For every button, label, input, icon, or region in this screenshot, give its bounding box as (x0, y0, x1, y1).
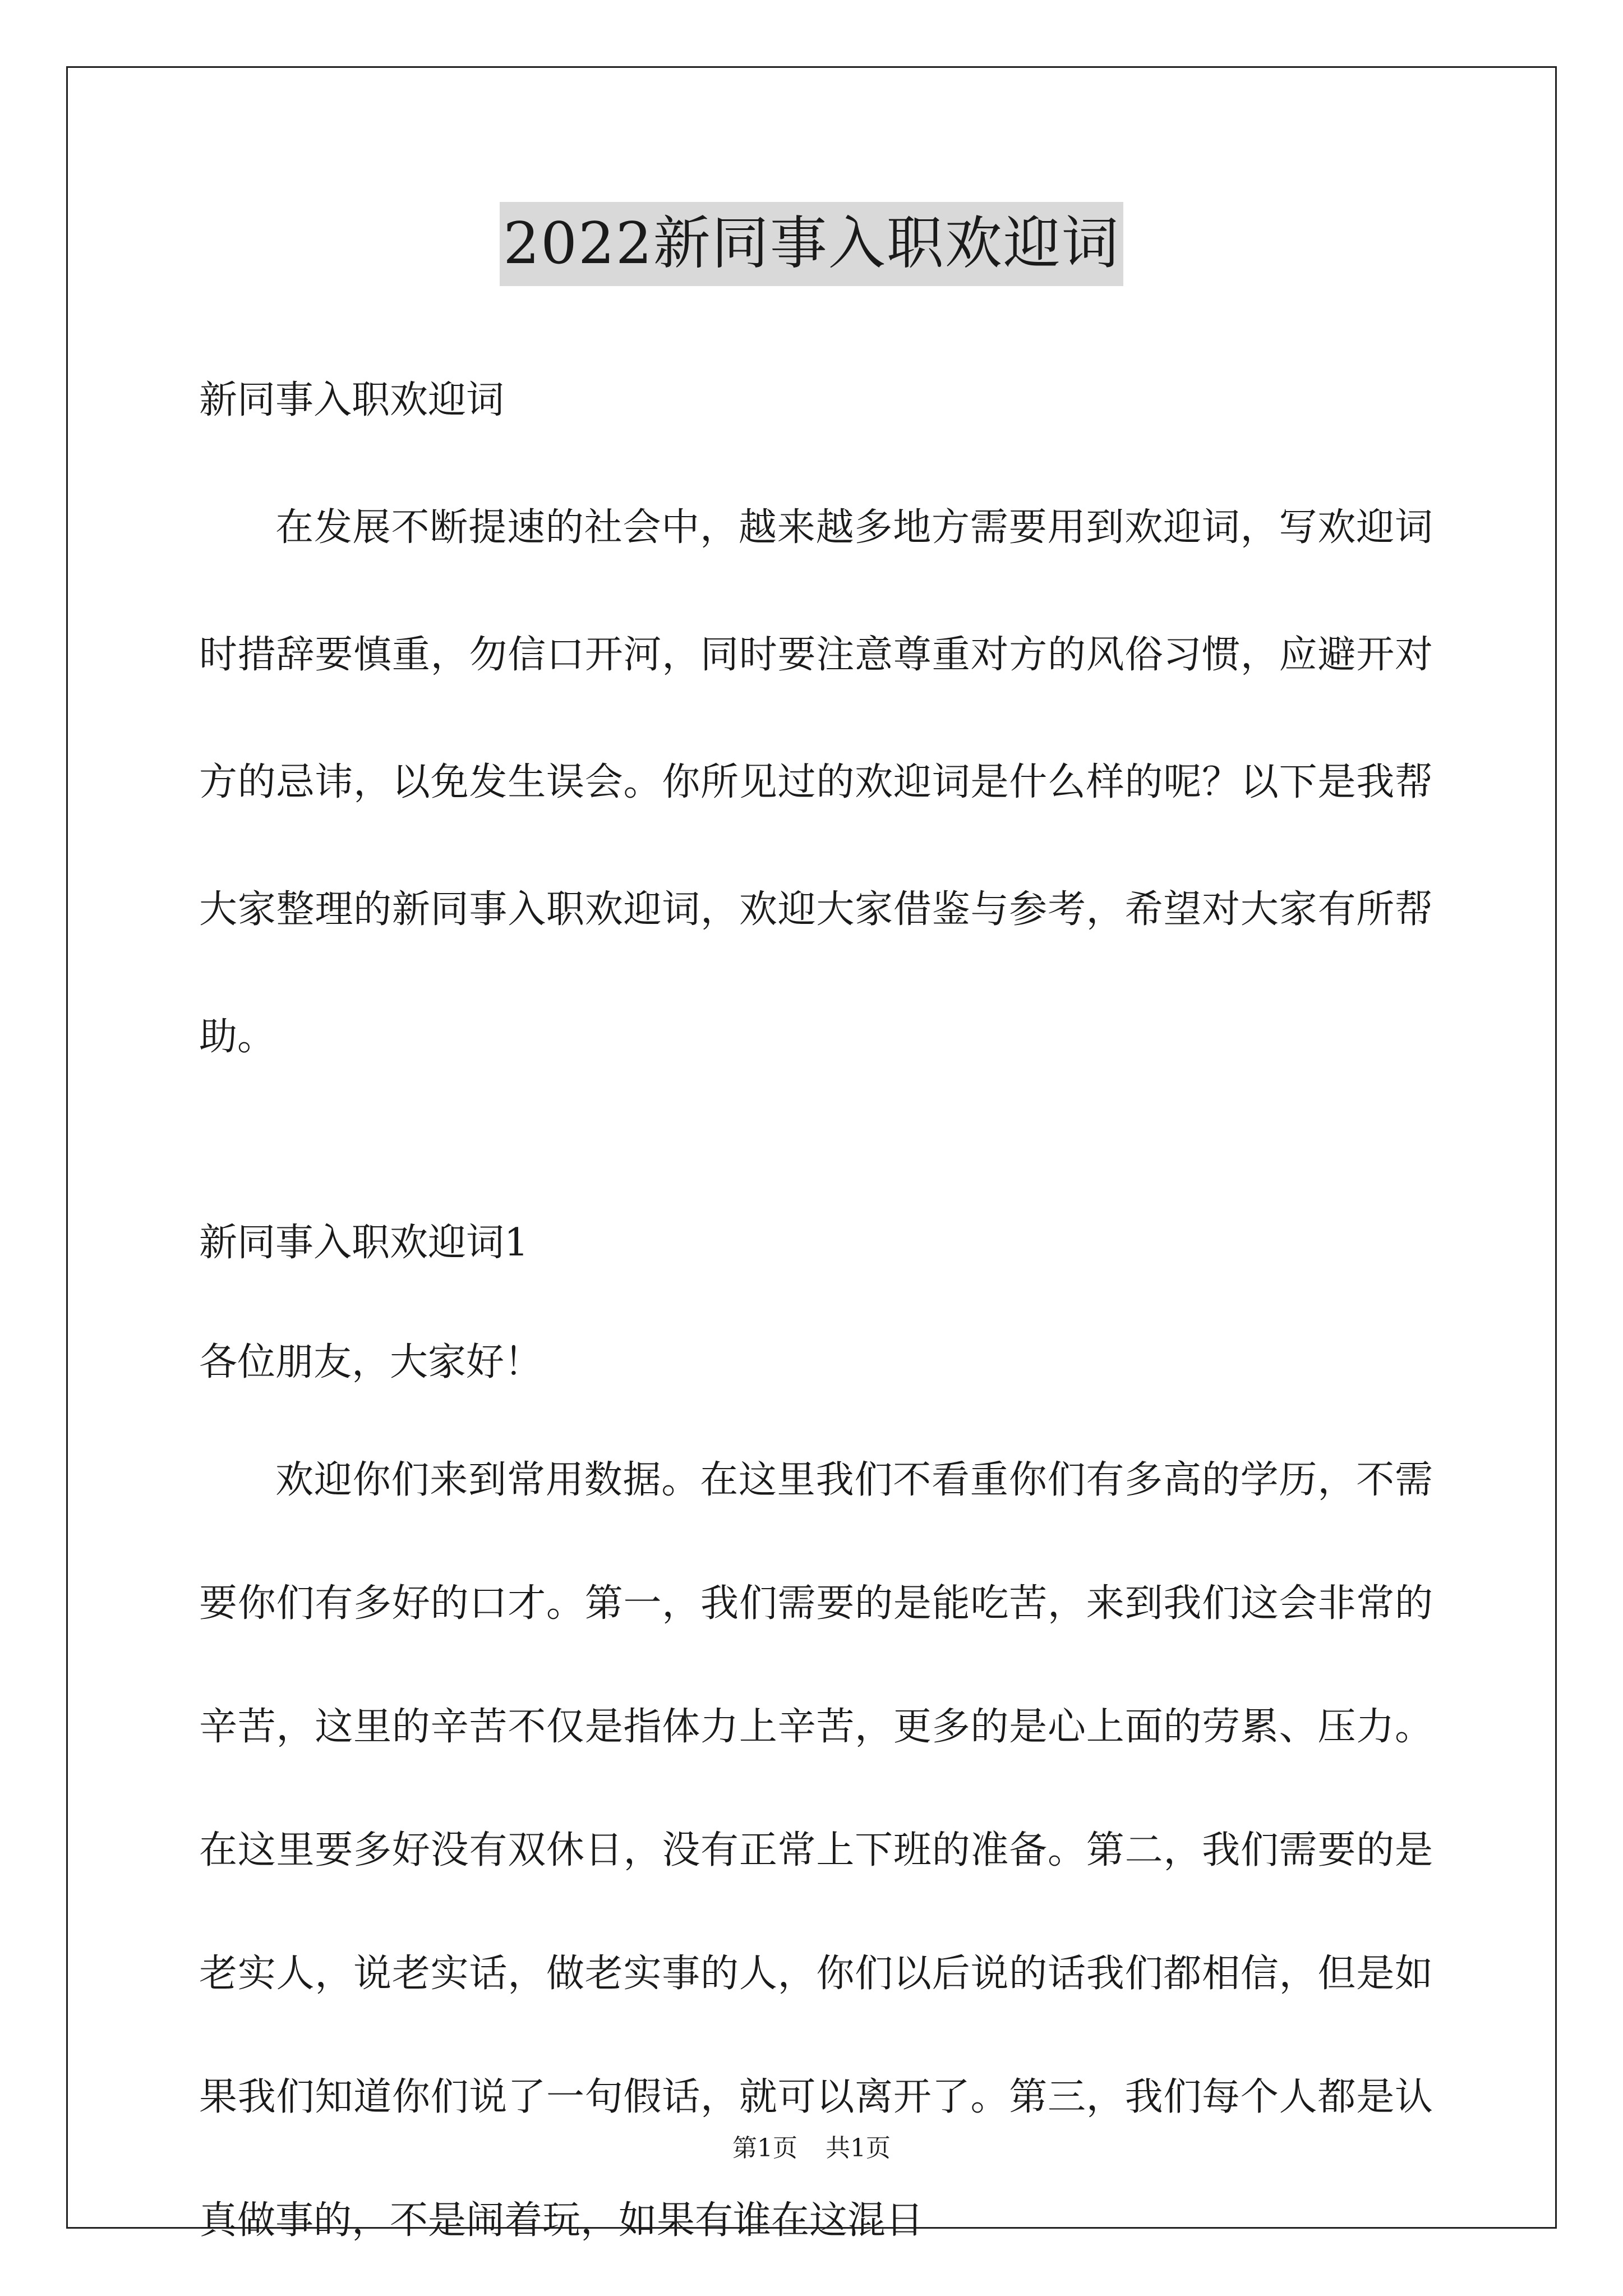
document-title: 2022新同事入职欢迎词 (500, 202, 1123, 286)
document-title-wrapper (0, 202, 1623, 286)
page-footer (0, 2132, 1623, 2165)
section-heading: 新同事入职欢迎词1 (199, 1221, 529, 1265)
document-subtitle: 新同事入职欢迎词 (199, 378, 505, 422)
page-number-total: 共1页 (826, 2134, 891, 2162)
section-spacer (199, 1101, 1433, 1179)
page-number-current: 第1页 (732, 2134, 797, 2162)
greeting-line: 各位朋友，大家好！ (199, 1340, 543, 1384)
document-body (199, 337, 1433, 2283)
intro-paragraph: 在发展不断提速的社会中，越来越多地方需要用到欢迎词，写欢迎词时措辞要慎重，勿信口开河，同时要注意尊重对方的风俗习惯，应避开对方的忌讳，以免发生误会。你所见过的欢迎词是什么样的呢？以下是我帮大家整理的新同事入职欢迎词，欢迎大家借鉴与参考，希望对大家有所帮助。 (199, 505, 1433, 1059)
body-paragraph: 欢迎你们来到常用数据。在这里我们不看重你们有多高的学历，不需要你们有多好的口才。第一，我们需要的是能吃苦，来到我们这会非常的辛苦，这里的辛苦不仅是指体力上辛苦，更多的是心上面的劳累、压力。在这里要多好没有双休日，没有正常上下班的准备。第二，我们需要的是老实人，说老实话，做老实事的人，你们以后说的话我们都相信，但是如果我们知道你们说了一句假话，就可以离开了。第三，我们每个人都是认真做事的，不是闹着玩，如果有谁在这混日 (199, 1458, 1433, 2243)
